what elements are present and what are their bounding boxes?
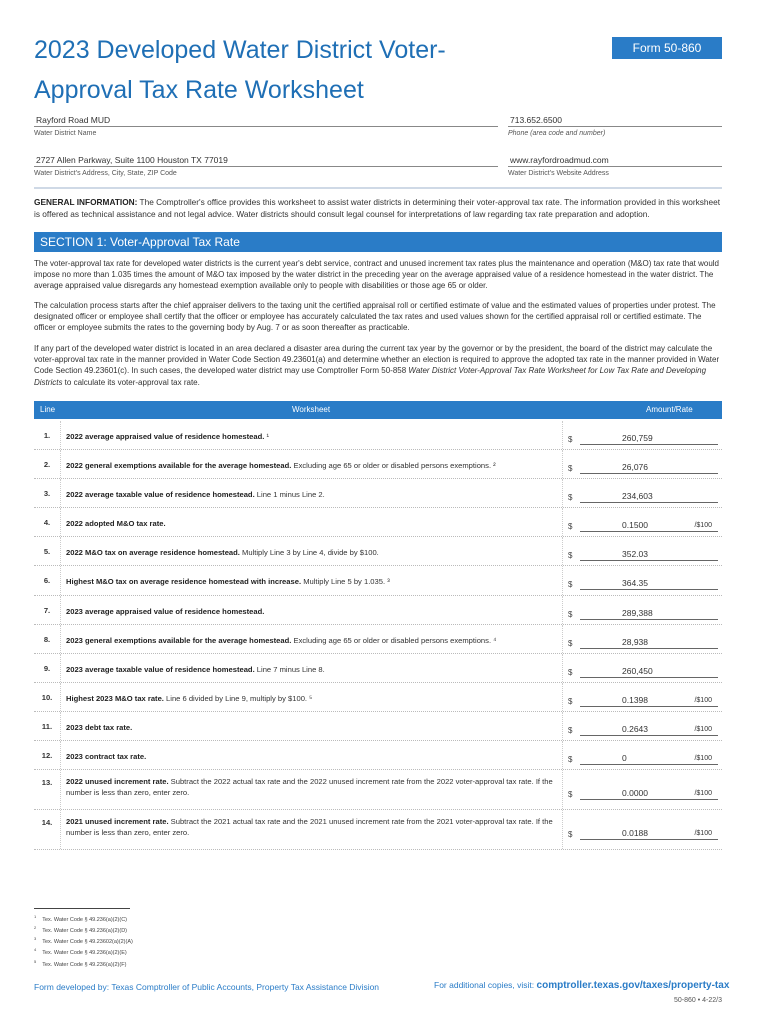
column-divider (60, 810, 61, 849)
column-divider (562, 683, 563, 711)
footnote (34, 946, 133, 957)
line-title: Highest M&O tax on average residence homestead with increase. (66, 577, 302, 586)
column-divider (60, 421, 61, 449)
table-row (34, 770, 722, 810)
line-instructions: Excluding age 65 or older or disabled persons exemptions. ² (291, 461, 496, 470)
section-1-paragraph-1: The voter-approval tax rate for developed water districts is the current year's debt service, contract and unused increment tax rates plus the maintenance and operation (M&O) tax rate that would impose no more than 1.035 times the amount of M&O tax imposed by the water district in the preceding year on the average appraised value of a residence homestead in the water district. The average appraised value disregards any homestead exemption available only to people with disabilities or those age 65 or older. (34, 259, 719, 291)
section-1-paragraph-2: The calculation process starts after the chief appraiser delivers to the taxing unit the certified appraisal roll or certified estimate of value and the estimated values of properties under protest. The designated officer or employee shall certify that the officer or employee has accurately calculated the tax rates and used values shown for the certified appraisal roll or certified estimate. The officer or employee submits the rates to the governing body by Aug. 7 or as soon thereafter as practicable. (34, 301, 716, 333)
currency-symbol: $ (568, 830, 573, 839)
amount-input[interactable] (580, 724, 718, 736)
line-instructions: Multiply Line 5 by 1.035. ³ (301, 577, 390, 586)
column-divider (562, 770, 563, 809)
website-field[interactable] (508, 153, 722, 177)
currency-symbol: $ (568, 639, 573, 648)
amount-input[interactable] (580, 788, 718, 800)
amount-input[interactable] (580, 666, 718, 678)
phone-label: Phone (area code and number) (508, 130, 606, 137)
line-description (66, 751, 556, 762)
address-label: Water District's Address, City, State, ZIP Code (34, 170, 177, 177)
column-divider (60, 683, 61, 711)
website-value: www.rayfordroadmud.com (508, 153, 722, 167)
general-info-text: The Comptroller's office provides this worksheet to assist water districts in determining their voter-approval tax rate. The information provided in this worksheet is offered as technical assistance and not legal advice. Water districts should consult legal counsel for interpretations of law regarding tax rate preparation and adoption. (34, 197, 721, 219)
column-divider (562, 450, 563, 478)
column-divider (60, 654, 61, 682)
amount-value: 0.2643 (622, 724, 648, 734)
section-1-header: SECTION 1: Voter-Approval Tax Rate (34, 232, 722, 252)
amount-value: 0.1398 (622, 695, 648, 705)
footnote-number: 1 (34, 914, 37, 919)
column-divider (60, 770, 61, 809)
line-instructions: Subtract the 2022 actual tax rate and the 2022 unused increment rate from the 2022 voter-approval tax rate. If the number is less than zero, enter zero. (66, 777, 553, 797)
line-description (66, 431, 556, 442)
amount-value: 0.0188 (622, 828, 648, 838)
form-code: 50-860 • 4-22/3 (674, 997, 722, 1004)
line-description (66, 489, 556, 500)
line-title: 2023 average taxable value of residence homestead. (66, 665, 255, 674)
amount-value: 0 (622, 753, 627, 763)
table-row (34, 625, 722, 654)
line-description (66, 664, 556, 675)
line-description (66, 518, 556, 529)
line-number: 8. (43, 635, 51, 644)
line-number: 2. (43, 460, 51, 469)
para3-text-b: to calculate its voter-approval tax rate. (62, 377, 200, 387)
line-number: 9. (43, 664, 51, 673)
column-divider (562, 596, 563, 624)
table-row (34, 479, 722, 508)
line-instructions: Line 7 minus Line 8. (254, 665, 325, 674)
line-instructions: Line 1 minus Line 2. (254, 490, 325, 499)
line-number: 12. (41, 751, 53, 760)
column-divider (562, 625, 563, 653)
column-divider (562, 508, 563, 536)
table-row (34, 537, 722, 566)
line-instructions: ¹ (264, 432, 270, 441)
address-field[interactable] (34, 153, 498, 177)
footnotes (34, 913, 133, 969)
amount-value: 234,603 (622, 491, 653, 501)
table-row (34, 654, 722, 683)
footnote (34, 958, 133, 969)
currency-symbol: $ (568, 580, 573, 589)
footnote (34, 913, 133, 924)
currency-symbol: $ (568, 726, 573, 735)
currency-symbol: $ (568, 435, 573, 444)
district-name-label: Water District Name (34, 130, 97, 137)
line-description (66, 576, 556, 587)
line-number: 1. (43, 431, 51, 440)
line-title: 2023 average appraised value of residence homestead. (66, 607, 265, 616)
line-title: 2021 unused increment rate. (66, 817, 169, 826)
line-description (66, 693, 556, 704)
column-divider (562, 479, 563, 507)
form-number-badge: Form 50-860 (612, 37, 722, 59)
table-row (34, 810, 722, 850)
line-description (66, 635, 556, 646)
amount-value: 0.0000 (622, 788, 648, 798)
column-divider (60, 508, 61, 536)
amount-value: 364.35 (622, 578, 648, 588)
table-row (34, 450, 722, 479)
currency-symbol: $ (568, 464, 573, 473)
amount-input[interactable] (580, 695, 718, 707)
amount-value: 289,388 (622, 608, 653, 618)
column-divider (562, 537, 563, 565)
line-number: 14. (41, 818, 53, 827)
line-instructions: Line 6 divided by Line 9, multiply by $100. ⁵ (163, 694, 313, 703)
line-number: 10. (41, 693, 53, 702)
col-worksheet-header: Worksheet (292, 405, 331, 414)
amount-input[interactable] (580, 578, 718, 590)
amount-input[interactable] (580, 828, 718, 840)
table-row (34, 683, 722, 712)
amount-input[interactable] (580, 462, 718, 474)
rate-unit: /$100 (694, 755, 712, 762)
line-description (66, 722, 556, 733)
amount-input[interactable] (580, 608, 718, 620)
line-number: 3. (43, 489, 51, 498)
line-number: 6. (43, 576, 51, 585)
line-title: 2022 adopted M&O tax rate. (66, 519, 166, 528)
comptroller-link[interactable]: comptroller.texas.gov/taxes/property-tax (536, 980, 730, 991)
line-title: 2023 general exemptions available for the average homestead. (66, 636, 292, 645)
copies-prefix: For additional copies, visit: (434, 980, 537, 990)
amount-value: 352.03 (622, 549, 648, 559)
website-label: Water District's Website Address (508, 170, 609, 177)
amount-input[interactable] (580, 520, 718, 532)
general-info-heading: GENERAL INFORMATION: (34, 197, 138, 207)
line-instructions: Excluding age 65 or older or disabled persons exemptions. ⁴ (291, 636, 497, 645)
footnote-text: Tex. Water Code § 49.236(a)(2)(E) (42, 950, 127, 957)
district-name-field[interactable] (34, 113, 498, 137)
footnote-divider (34, 908, 130, 909)
para3-form-title: Water District Voter-Approval Tax Rate Worksheet for Low Tax Rate and Developing Districts (34, 366, 707, 387)
line-description (66, 460, 556, 471)
rate-unit: /$100 (694, 522, 712, 529)
currency-symbol: $ (568, 790, 573, 799)
amount-value: 26,076 (622, 462, 648, 472)
currency-symbol: $ (568, 493, 573, 502)
table-row (34, 741, 722, 770)
currency-symbol: $ (568, 668, 573, 677)
column-divider (60, 712, 61, 740)
column-divider (60, 741, 61, 769)
district-name-value: Rayford Road MUD (34, 113, 498, 127)
footnote-number: 5 (34, 958, 37, 964)
col-amount-header: Amount/Rate (646, 405, 693, 414)
table-row (34, 508, 722, 537)
currency-symbol: $ (568, 697, 573, 706)
amount-input[interactable] (580, 549, 718, 561)
line-number: 7. (43, 606, 51, 615)
para3-text-a: If any part of the developed water district is located in an area declared a disaster area during the current tax year by the governor or by the president, the board of the district may calculate the voter-approval tax rate in the manner provided in Water Code Section 49.23601(a) and determine whether an election is required to approve the adopted tax rate in the manner provided in Water Code Section 49.23601(c). In such cases, the developed water district may use Comptroller Form 50-858 (34, 344, 720, 376)
amount-input[interactable] (580, 491, 718, 503)
line-instructions: Multiply Line 3 by Line 4, divide by $100. (239, 548, 379, 557)
column-divider (60, 596, 61, 624)
line-title: 2022 general exemptions available for the average homestead. (66, 461, 292, 470)
footnote-text: Tex. Water Code § 49.23602(a)(2)(A) (42, 939, 133, 946)
rate-unit: /$100 (694, 697, 712, 704)
address-value: 2727 Allen Parkway, Suite 1100 Houston TX 77019 (34, 153, 498, 167)
line-title: 2022 unused increment rate. (66, 777, 169, 786)
line-description (66, 606, 556, 617)
form-developed-by: Form developed by: Texas Comptroller of Public Accounts, Property Tax Assistance Division (34, 982, 380, 992)
amount-input[interactable] (580, 753, 718, 765)
general-information (34, 196, 724, 220)
worksheet-table-header (34, 401, 722, 419)
footnote-number: 2 (34, 925, 37, 931)
column-divider (60, 479, 61, 507)
footnote (34, 935, 133, 946)
line-number: 4. (43, 518, 51, 527)
column-divider (562, 712, 563, 740)
currency-symbol: $ (568, 551, 573, 560)
column-divider (60, 625, 61, 653)
col-line-header: Line (40, 405, 56, 414)
rate-unit: /$100 (694, 726, 712, 733)
line-title: 2022 average appraised value of residence homestead. (66, 432, 265, 441)
amount-input[interactable] (580, 433, 718, 445)
amount-value: 0.1500 (622, 520, 648, 530)
currency-symbol: $ (568, 755, 573, 764)
line-title: Highest 2023 M&O tax rate. (66, 694, 164, 703)
table-row (34, 596, 722, 625)
amount-value: 28,938 (622, 637, 648, 647)
line-title: 2023 contract tax rate. (66, 752, 147, 761)
title-line-1: 2023 Developed Water District Voter- (34, 36, 446, 64)
footnote-text: Tex. Water Code § 49.236(a)(2)(C) (42, 916, 128, 923)
phone-value: 713.652.6500 (508, 113, 722, 127)
column-divider (562, 741, 563, 769)
line-number: 11. (41, 722, 53, 731)
column-divider (60, 537, 61, 565)
column-divider (562, 810, 563, 849)
rate-unit: /$100 (694, 790, 712, 797)
title-line-2: Approval Tax Rate Worksheet (34, 76, 364, 104)
header-divider (34, 187, 722, 189)
line-description (66, 547, 556, 558)
line-instructions: Subtract the 2021 actual tax rate and the 2021 unused increment rate from the 2021 voter-approval tax rate. If the number is less than zero, enter zero. (66, 817, 553, 837)
line-description (66, 816, 556, 838)
amount-input[interactable] (580, 637, 718, 649)
section-1-paragraph-3 (34, 343, 724, 388)
line-description (66, 776, 556, 798)
currency-symbol: $ (568, 522, 573, 531)
column-divider (562, 654, 563, 682)
additional-copies (434, 980, 729, 991)
footnote-text: Tex. Water Code § 49.236(a)(2)(F) (42, 961, 127, 968)
line-number: 13. (41, 778, 53, 787)
table-row (34, 566, 722, 596)
footnote-number: 4 (34, 947, 37, 953)
amount-value: 260,450 (622, 666, 653, 676)
footnote (34, 924, 133, 935)
column-divider (60, 566, 61, 595)
column-divider (562, 566, 563, 595)
page-title (34, 30, 464, 110)
line-title: 2022 M&O tax on average residence homestead. (66, 548, 240, 557)
table-row (34, 712, 722, 741)
currency-symbol: $ (568, 610, 573, 619)
footnote-number: 3 (34, 936, 37, 942)
column-divider (60, 450, 61, 478)
phone-field[interactable] (508, 113, 722, 137)
amount-value: 260,759 (622, 433, 653, 443)
rate-unit: /$100 (694, 830, 712, 837)
line-title: 2022 average taxable value of residence homestead. (66, 490, 255, 499)
table-row (34, 421, 722, 450)
column-divider (562, 421, 563, 449)
line-title: 2023 debt tax rate. (66, 723, 133, 732)
line-number: 5. (43, 547, 51, 556)
footnote-text: Tex. Water Code § 49.236(a)(2)(D) (42, 927, 128, 934)
